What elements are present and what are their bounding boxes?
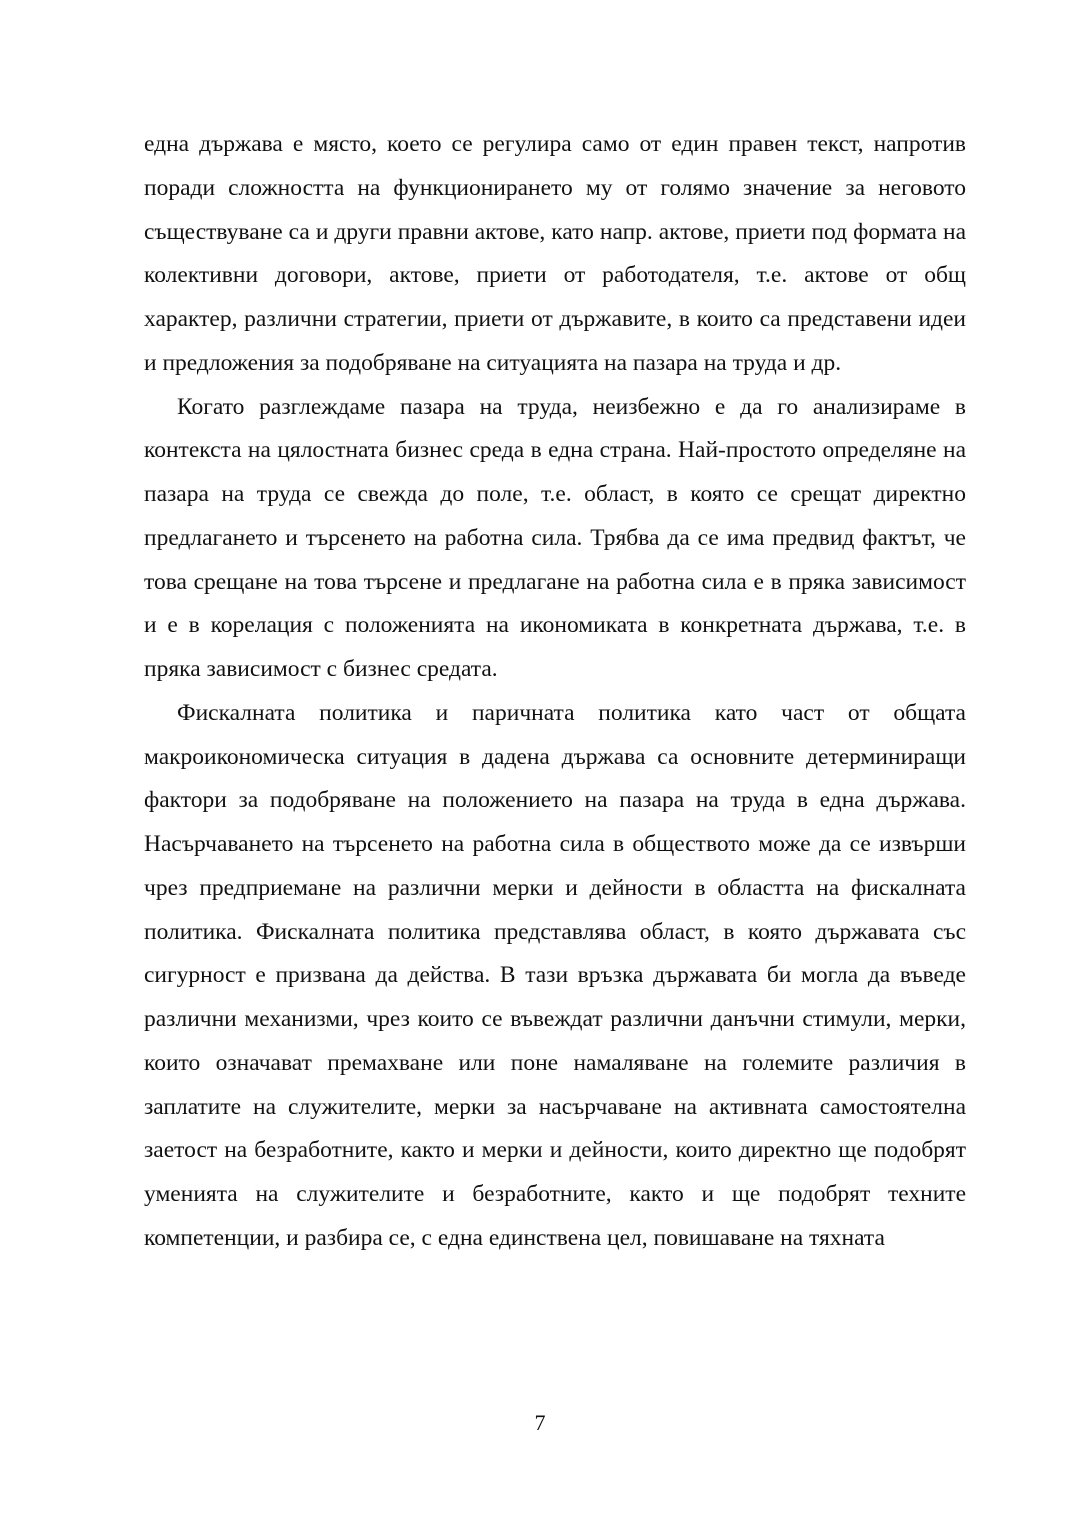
paragraph-3: Фискалната политика и паричната политика като част от общата макроикономическа ситуация в дадена държава са основните детерминиращи фактори за подобряване на положението на пазара на труда в една държава. Насърчаването на търсенето на работна сила в обществото може да се извърши чрез предприемане на различни мерки и дейности в областта на фискалната политика. Фискалната политика представлява област, в която държавата със сигурност е призвана да действа. В тази връзка държавата би могла да въведе различни механизми, чрез които се въвеждат различни данъчни стимули, мерки, които означават премахване или поне намаляване на големите различия в заплатите на служителите, мерки за насърчаване на активната самостоятелна заетост на безработните, както и мерки и дейности, които директно ще подобрят уменията на служителите и безработните, както и ще подобрят техните компетенции, и разбира се, с една единствена цел, повишаване на тяхната [144,699,966,1251]
page-number: 7 [534,1410,546,1435]
paragraph-1: една държава е място, което се регулира само от един правен текст, напротив поради сложността на функционирането му от голямо значение за неговото съществуване са и други правни актове, като напр. актове, приети под формата на колективни договори, актове, приети от работодателя, т.е. актове от общ характер, различни стратегии, приети от държавите, в които са представени идеи и предложения за подобряване на ситуацията на пазара на труда и др. [144,131,966,376]
paragraph-2: Когато разглеждаме пазара на труда, неизбежно е да го анализираме в контекста на цялостната бизнес среда в една страна. Най-простото определяне на пазара на труда се свежда до поле, т.е. област, в която се срещат директно предлагането и търсенето на работна сила. Трябва да се има предвид фактът, че това срещане на това търсене и предлагане на работна сила е в пряка зависимост и е в корелация с положенията на икономиката в конкретната държава, т.е. в пряка зависимост с бизнес средата. [144,393,966,682]
body-text [144,123,966,1261]
